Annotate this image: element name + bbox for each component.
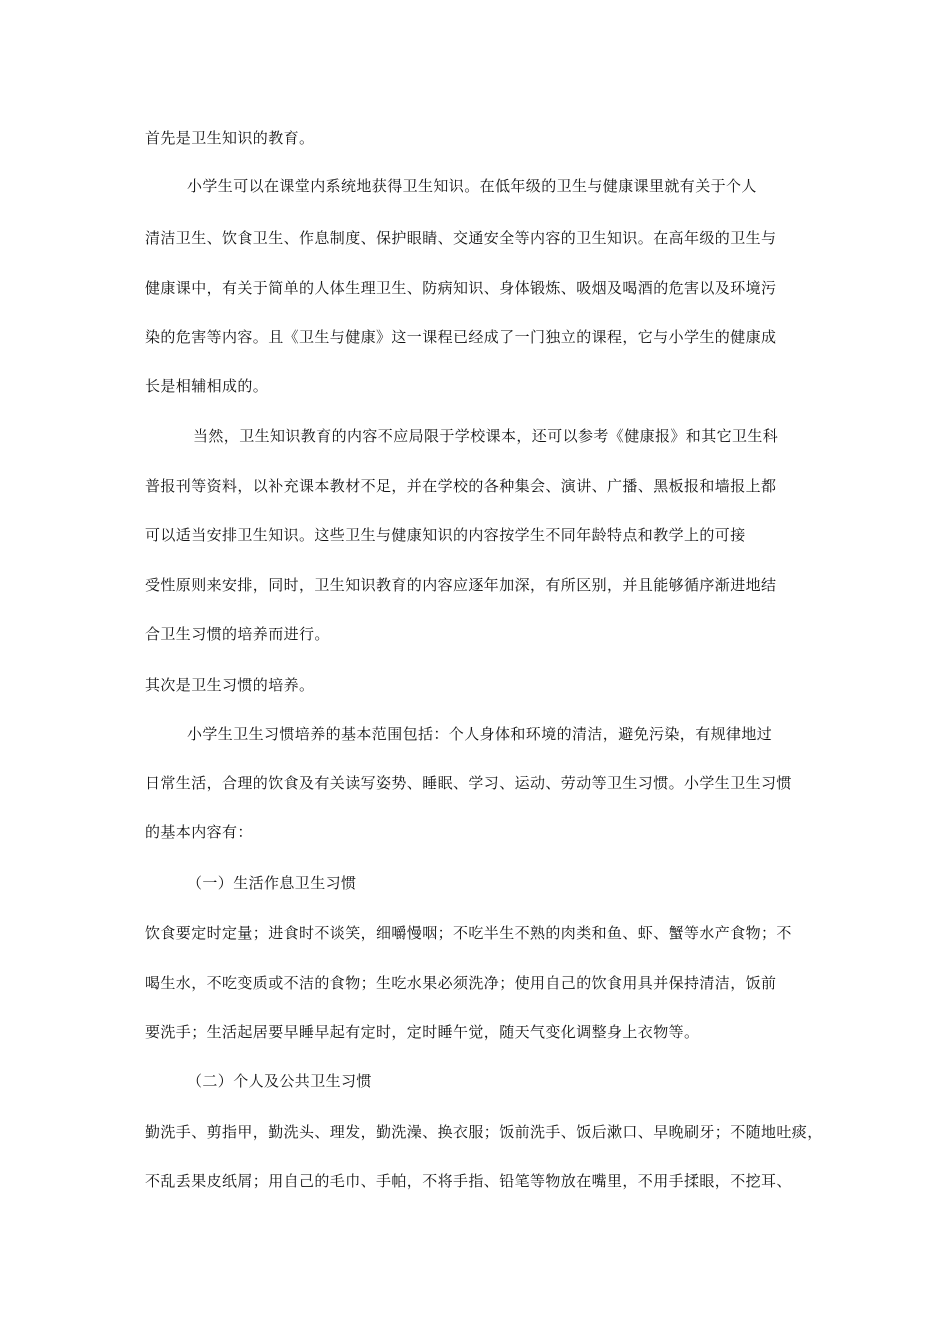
text-line: 喝生水，不吃变质或不洁的食物；生吃水果必须洗净；使用自己的饮食用具并保持清洁，饭前: [145, 974, 777, 992]
text-line: 受性原则来安排，同时，卫生知识教育的内容应逐年加深，有所区别，并且能够循序渐进地结: [145, 576, 777, 594]
text-line: 的基本内容有：: [145, 823, 253, 841]
text-line: 清洁卫生、饮食卫生、作息制度、保护眼睛、交通安全等内容的卫生知识。在高年级的卫生与: [145, 229, 777, 247]
text-line: 日常生活，合理的饮食及有关读写姿势、睡眠、学习、运动、劳动等卫生习惯。小学生卫生习惯: [145, 774, 792, 792]
section-heading: （二）个人及公共卫生习惯: [187, 1072, 372, 1090]
text-line: 首先是卫生知识的教育。: [145, 129, 315, 147]
text-line: 其次是卫生习惯的培养。: [145, 676, 315, 694]
text-line: 当然，卫生知识教育的内容不应局限于学校课本，还可以参考《健康报》和其它卫生科: [193, 427, 779, 445]
text-line: 可以适当安排卫生知识。这些卫生与健康知识的内容按学生不同年龄特点和教学上的可接: [145, 526, 746, 544]
text-line: 健康课中，有关于简单的人体生理卫生、防病知识、身体锻炼、吸烟及喝酒的危害以及环境污: [145, 279, 777, 297]
text-line: 饮食要定时定量；进食时不谈笑，细嚼慢咽；不吃半生不熟的肉类和鱼、虾、蟹等水产食物；不: [145, 924, 792, 942]
text-line: 勤洗手、剪指甲，勤洗头、理发，勤洗澡、换衣服；饭前洗手、饭后漱口、早晚刷牙；不随地吐痰，: [145, 1123, 823, 1141]
text-line: 小学生可以在课堂内系统地获得卫生知识。在低年级的卫生与健康课里就有关于个人: [187, 177, 757, 195]
section-heading: （一）生活作息卫生习惯: [187, 874, 357, 892]
text-line: 长是相辅相成的。: [145, 377, 269, 395]
text-line: 要洗手；生活起居要早睡早起有定时，定时睡午觉，随天气变化调整身上衣物等。: [145, 1023, 700, 1041]
text-line: 染的危害等内容。且《卫生与健康》这一课程已经成了一门独立的课程，它与小学生的健康成: [145, 328, 777, 346]
text-line: 小学生卫生习惯培养的基本范围包括：个人身体和环境的清洁，避免污染，有规律地过: [187, 725, 773, 743]
text-line: 合卫生习惯的培养而进行。: [145, 625, 330, 643]
text-line: 不乱丢果皮纸屑；用自己的毛巾、手帕，不将手指、铅笔等物放在嘴里，不用手揉眼，不挖耳、: [145, 1172, 792, 1190]
text-line: 普报刊等资料，以补充课本教材不足，并在学校的各种集会、演讲、广播、黑板报和墙报上都: [145, 477, 777, 495]
